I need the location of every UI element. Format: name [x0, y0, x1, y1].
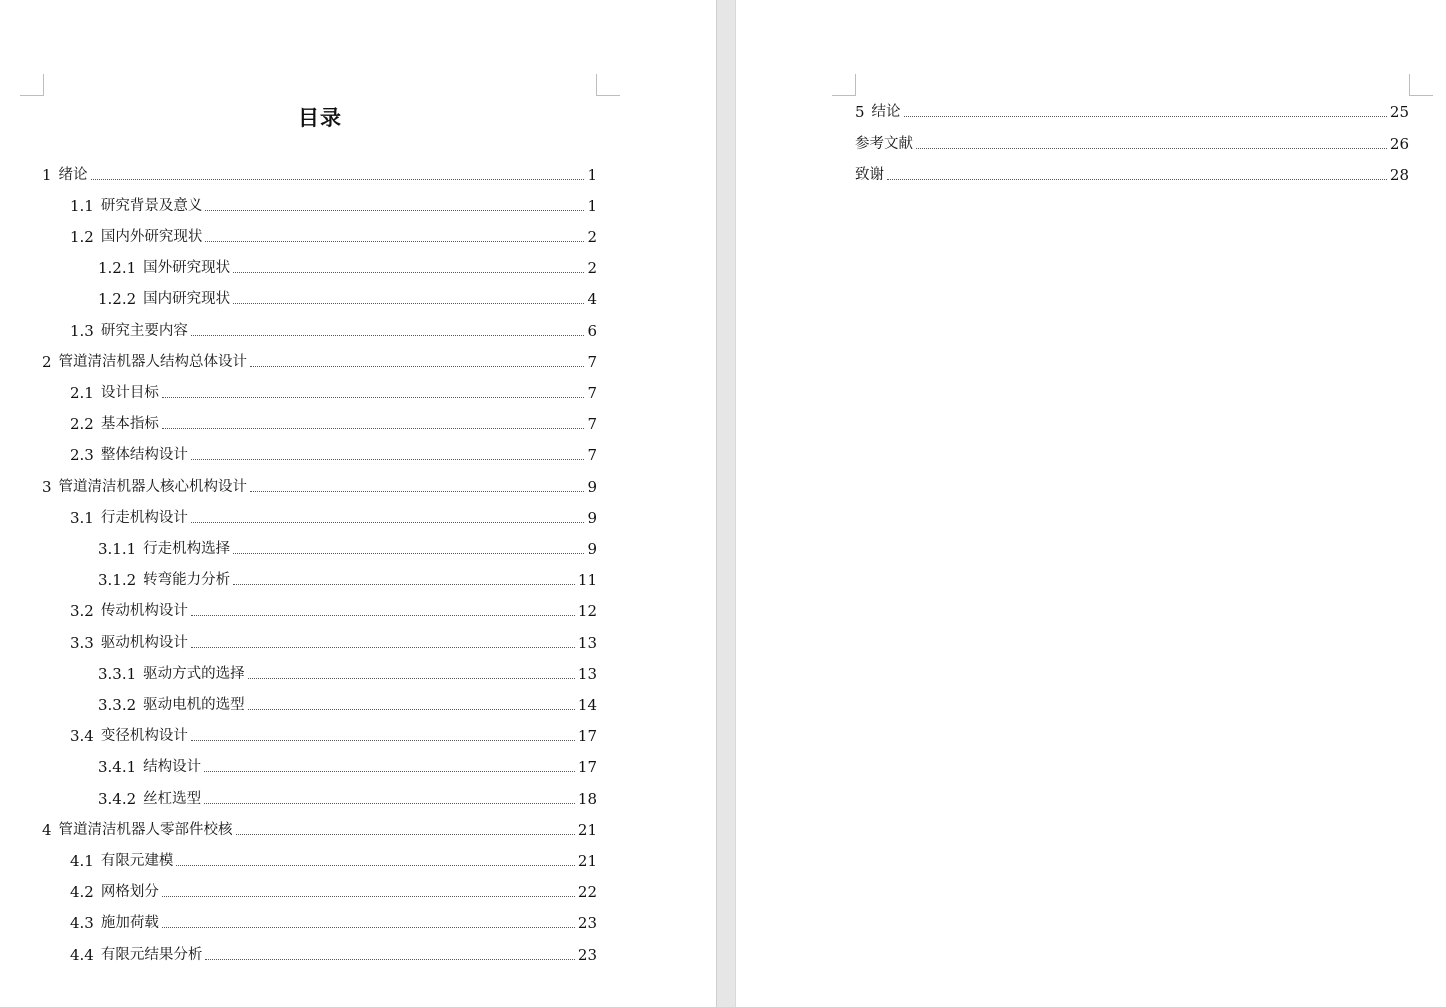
toc-entry-title: 结论: [871, 104, 901, 120]
toc-entry-number: 2.3: [70, 446, 94, 464]
toc-entry-number: 1.1: [70, 197, 94, 215]
toc-dot-leader: [162, 896, 575, 897]
toc-dot-leader: [233, 272, 584, 273]
toc-dot-leader: [248, 709, 575, 710]
toc-dot-leader: [233, 584, 575, 585]
toc-entry-page: 9: [587, 509, 597, 527]
toc-entry[interactable]: [70, 381, 597, 403]
toc-entry-title: 行走机构选择: [143, 541, 231, 557]
toc-entry-title: 研究背景及意义: [100, 198, 203, 214]
toc-entry-page: 26: [1389, 135, 1409, 153]
toc-entry-title: 行走机构设计: [100, 510, 188, 526]
toc-entry[interactable]: [855, 132, 1409, 154]
toc-entry[interactable]: [70, 599, 597, 621]
toc-dot-leader: [176, 865, 575, 866]
toc-entry-number: 2.1: [70, 384, 94, 402]
toc-entry-page: 18: [577, 790, 597, 808]
toc-entry-page: 21: [577, 852, 597, 870]
toc-entry-number: 1.2.1: [98, 259, 137, 277]
toc-dot-leader: [250, 491, 584, 492]
toc-entry[interactable]: [70, 194, 597, 216]
toc-dot-leader: [191, 459, 585, 460]
toc-dot-leader: [205, 241, 584, 242]
toc-entry-title: 转弯能力分析: [143, 572, 231, 588]
toc-entry-number: 3.1.2: [98, 571, 137, 589]
toc-entry-title: 管道清洁机器人零部件校核: [58, 822, 233, 838]
toc-entry[interactable]: [70, 225, 597, 247]
toc-entry[interactable]: [70, 943, 597, 965]
toc-entry[interactable]: [98, 537, 597, 559]
toc-entry-page: 23: [577, 946, 597, 964]
toc-entry-number: 3.4.2: [98, 790, 137, 808]
toc-entry[interactable]: [42, 163, 597, 185]
toc-entry-page: 6: [587, 322, 597, 340]
toc-entry-page: 11: [577, 571, 597, 589]
toc-dot-leader: [191, 740, 575, 741]
toc-title: 目录: [298, 106, 342, 130]
toc-entry-title: 传动机构设计: [100, 603, 188, 619]
toc-entry-number: 2.2: [70, 415, 94, 433]
toc-entry[interactable]: [98, 693, 597, 715]
toc-dot-leader: [205, 959, 575, 960]
toc-entry-page: 4: [587, 290, 597, 308]
toc-entry-number: 4.4: [70, 946, 94, 964]
toc-entry-page: 13: [577, 634, 597, 652]
toc-entry-number: 3.3.1: [98, 665, 137, 683]
toc-entry-title: 基本指标: [100, 416, 159, 432]
toc-dot-leader: [191, 522, 585, 523]
toc-entry-number: 3.4: [70, 727, 94, 745]
toc-entry-title: 管道清洁机器人结构总体设计: [58, 354, 248, 370]
toc-entry-title: 研究主要内容: [100, 323, 188, 339]
toc-entry[interactable]: [70, 911, 597, 933]
toc-entry-title: 有限元建模: [100, 853, 174, 869]
page-gutter: [716, 0, 736, 1007]
crop-mark-top-left: [20, 74, 44, 96]
toc-entry-page: 9: [587, 540, 597, 558]
toc-entry-title: 驱动机构设计: [100, 635, 188, 651]
toc-entry-number: 4: [42, 821, 52, 839]
toc-entry-page: 23: [577, 914, 597, 932]
toc-entry-number: 3.1: [70, 509, 94, 527]
toc-entry-page: 13: [577, 665, 597, 683]
toc-entry-number: 1.2: [70, 228, 94, 246]
toc-dot-leader: [887, 179, 1387, 180]
toc-entry-number: 3.3.2: [98, 696, 137, 714]
toc-entry[interactable]: [855, 163, 1409, 185]
toc-entry[interactable]: [855, 100, 1409, 122]
toc-dot-leader: [191, 335, 585, 336]
toc-entry-title: 驱动方式的选择: [143, 666, 245, 682]
toc-entry-page: 7: [587, 384, 597, 402]
toc-entry[interactable]: [98, 568, 597, 590]
toc-entry-title: 致谢: [855, 167, 884, 183]
toc-dot-leader: [162, 428, 585, 429]
toc-dot-leader: [204, 771, 575, 772]
toc-entry[interactable]: [98, 662, 597, 684]
toc-entry-title: 网格划分: [100, 884, 159, 900]
toc-entry-page: 2: [587, 259, 597, 277]
toc-entry[interactable]: [98, 287, 597, 309]
toc-entry-page: 21: [577, 821, 597, 839]
toc-entry-page: 2: [587, 228, 597, 246]
toc-entry-title: 结构设计: [143, 759, 202, 775]
toc-entry[interactable]: [70, 443, 597, 465]
toc-entry-number: 3: [42, 478, 52, 496]
toc-entry[interactable]: [42, 818, 597, 840]
toc-entry-number: 4.2: [70, 883, 94, 901]
toc-entry-title: 设计目标: [100, 385, 159, 401]
toc-entry-title: 绪论: [58, 167, 88, 183]
toc-entry-page: 9: [587, 478, 597, 496]
crop-mark-top-left: [832, 74, 856, 96]
toc-entry-number: 1.3: [70, 322, 94, 340]
toc-entry-page: 14: [577, 696, 597, 714]
toc-entry-title: 变径机构设计: [100, 728, 188, 744]
crop-mark-top-right: [596, 74, 620, 96]
toc-entry-number: 3.3: [70, 634, 94, 652]
toc-entry[interactable]: [42, 475, 597, 497]
toc-dot-leader: [162, 927, 575, 928]
toc-entry-title: 施加荷载: [100, 915, 159, 931]
toc-entry-number: 5: [855, 103, 865, 121]
toc-entry[interactable]: [98, 755, 597, 777]
toc-entry-page: 17: [577, 727, 597, 745]
toc-entry[interactable]: [98, 787, 597, 809]
toc-dot-leader: [904, 116, 1387, 117]
toc-entry[interactable]: [70, 724, 597, 746]
toc-dot-leader: [233, 303, 584, 304]
toc-entry[interactable]: [70, 506, 597, 528]
toc-entry-page: 12: [577, 602, 597, 620]
toc-entry-title: 驱动电机的选型: [143, 697, 245, 713]
toc-dot-leader: [916, 148, 1387, 149]
toc-entry-page: 17: [577, 758, 597, 776]
toc-entry-number: 4.1: [70, 852, 94, 870]
toc-dot-leader: [236, 834, 575, 835]
toc-dot-leader: [250, 366, 584, 367]
toc-entry-number: 3.2: [70, 602, 94, 620]
toc-entry-title: 管道清洁机器人核心机构设计: [58, 479, 248, 495]
toc-entry-page: 28: [1389, 166, 1409, 184]
toc-entry-number: 1: [42, 166, 52, 184]
toc-entry-number: 1.2.2: [98, 290, 137, 308]
toc-entry-page: 7: [587, 415, 597, 433]
toc-entry-title: 参考文献: [855, 136, 913, 152]
toc-dot-leader: [205, 210, 584, 211]
toc-entry-title: 国内外研究现状: [100, 229, 203, 245]
toc-entry-number: 2: [42, 353, 52, 371]
toc-dot-leader: [233, 553, 584, 554]
toc-entry[interactable]: [70, 412, 597, 434]
toc-dot-leader: [248, 678, 575, 679]
toc-dot-leader: [191, 615, 575, 616]
toc-entry-page: 7: [587, 353, 597, 371]
toc-entry[interactable]: [70, 880, 597, 902]
toc-entry[interactable]: [70, 849, 597, 871]
toc-entry[interactable]: [70, 631, 597, 653]
toc-dot-leader: [91, 179, 585, 180]
toc-entry-number: 3.1.1: [98, 540, 137, 558]
toc-entry-title: 国内研究现状: [143, 291, 231, 307]
toc-dot-leader: [191, 647, 575, 648]
toc-entry-number: 4.3: [70, 914, 94, 932]
toc-entry[interactable]: [42, 350, 597, 372]
crop-mark-top-right: [1409, 74, 1433, 96]
toc-entry[interactable]: [98, 256, 597, 278]
toc-entry-title: 丝杠选型: [143, 791, 202, 807]
toc-entry-title: 整体结构设计: [100, 447, 188, 463]
toc-entry-title: 国外研究现状: [143, 260, 231, 276]
toc-entry-page: 1: [587, 166, 597, 184]
toc-entry-page: 1: [587, 197, 597, 215]
toc-entry[interactable]: [70, 319, 597, 341]
toc-entry-page: 22: [577, 883, 597, 901]
toc-entry-page: 7: [587, 446, 597, 464]
toc-entry-page: 25: [1389, 103, 1409, 121]
toc-dot-leader: [204, 803, 575, 804]
toc-entry-title: 有限元结果分析: [100, 947, 203, 963]
toc-dot-leader: [162, 397, 585, 398]
toc-entry-number: 3.4.1: [98, 758, 137, 776]
